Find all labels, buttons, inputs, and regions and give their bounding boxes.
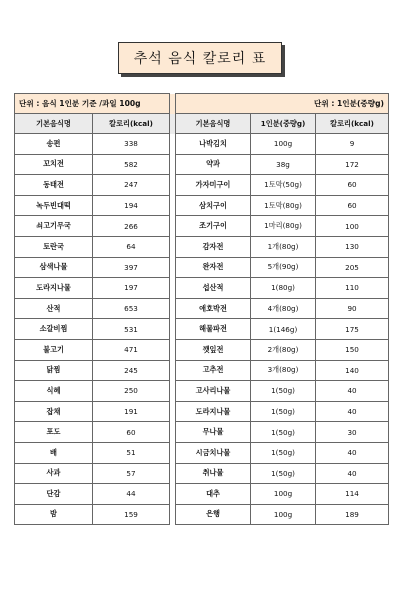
table-row: [15, 442, 389, 463]
table-row: [15, 484, 389, 505]
left-kcal: 194: [93, 195, 170, 216]
left-food-name: 동태전: [15, 175, 93, 196]
right-portion: 5개(90g): [251, 257, 316, 278]
left-kcal: 247: [93, 175, 170, 196]
table-row: [15, 504, 389, 525]
left-kcal: 197: [93, 278, 170, 299]
left-food-name: 산적: [15, 298, 93, 319]
calorie-table: [14, 93, 389, 525]
right-kcal: 40: [316, 401, 389, 422]
right-food-name: 무나물: [176, 422, 251, 443]
right-food-name: 완자전: [176, 257, 251, 278]
right-portion: 38g: [251, 154, 316, 175]
table-row: [15, 401, 389, 422]
header-row: [15, 114, 389, 134]
table-row: [15, 195, 389, 216]
left-kcal: 471: [93, 339, 170, 360]
right-kcal: 130: [316, 236, 389, 257]
left-food-name: 녹두빈대떡: [15, 195, 93, 216]
right-food-name: 시금치나물: [176, 442, 251, 463]
right-food-name: 약과: [176, 154, 251, 175]
left-kcal: 531: [93, 319, 170, 340]
left-food-name: 배: [15, 442, 93, 463]
left-kcal: 245: [93, 360, 170, 381]
header-right-food: 기본음식명: [176, 114, 251, 134]
right-food-name: 가자미구이: [176, 175, 251, 196]
right-portion: 1토막(50g): [251, 175, 316, 196]
left-kcal: 582: [93, 154, 170, 175]
table-row: [15, 236, 389, 257]
right-kcal: 140: [316, 360, 389, 381]
table-row: [15, 339, 389, 360]
right-food-name: 도라지나물: [176, 401, 251, 422]
right-kcal: 110: [316, 278, 389, 299]
right-kcal: 60: [316, 195, 389, 216]
header-left-food: 기본음식명: [15, 114, 93, 134]
right-kcal: 60: [316, 175, 389, 196]
left-food-name: 잡채: [15, 401, 93, 422]
right-portion: 1(50g): [251, 422, 316, 443]
left-kcal: 44: [93, 484, 170, 505]
right-kcal: 9: [316, 134, 389, 155]
unit-row: [15, 94, 389, 114]
right-food-name: 취나물: [176, 463, 251, 484]
left-food-name: 송편: [15, 134, 93, 155]
header-right-kcal: 칼로리(kcal): [316, 114, 389, 134]
right-portion: 1(50g): [251, 401, 316, 422]
page-title: 추석 음식 칼로리 표: [118, 42, 282, 74]
right-food-name: 대추: [176, 484, 251, 505]
left-kcal: 397: [93, 257, 170, 278]
unit-left-label: 단위 : 음식 1인분 기준 /과일 100g: [15, 94, 170, 114]
right-food-name: 삼치구이: [176, 195, 251, 216]
table-row: [15, 154, 389, 175]
left-kcal: 64: [93, 236, 170, 257]
left-food-name: 포도: [15, 422, 93, 443]
left-food-name: 불고기: [15, 339, 93, 360]
right-kcal: 30: [316, 422, 389, 443]
right-portion: 100g: [251, 484, 316, 505]
left-kcal: 57: [93, 463, 170, 484]
right-food-name: 은행: [176, 504, 251, 525]
right-kcal: 205: [316, 257, 389, 278]
table-row: [15, 298, 389, 319]
right-portion: 2개(80g): [251, 339, 316, 360]
right-kcal: 40: [316, 442, 389, 463]
right-portion: 100g: [251, 134, 316, 155]
right-food-name: 해물파전: [176, 319, 251, 340]
right-food-name: 고추전: [176, 360, 251, 381]
header-left-kcal: 칼로리(kcal): [93, 114, 170, 134]
left-kcal: 266: [93, 216, 170, 237]
right-portion: 1(50g): [251, 442, 316, 463]
right-food-name: 나박김치: [176, 134, 251, 155]
unit-right-label: 단위 : 1인분(중량g): [176, 94, 389, 114]
table-row: [15, 463, 389, 484]
right-portion: 1(50g): [251, 381, 316, 402]
right-food-name: 고사리나물: [176, 381, 251, 402]
left-food-name: 토란국: [15, 236, 93, 257]
left-food-name: 사과: [15, 463, 93, 484]
right-kcal: 40: [316, 381, 389, 402]
left-kcal: 338: [93, 134, 170, 155]
left-kcal: 51: [93, 442, 170, 463]
right-portion: 1(50g): [251, 463, 316, 484]
right-food-name: 애호박전: [176, 298, 251, 319]
right-food-name: 조기구이: [176, 216, 251, 237]
header-right-portion: 1인분(중량g): [251, 114, 316, 134]
left-kcal: 60: [93, 422, 170, 443]
right-portion: 1(146g): [251, 319, 316, 340]
table-row: [15, 134, 389, 155]
right-portion: 1(80g): [251, 278, 316, 299]
left-kcal: 191: [93, 401, 170, 422]
left-food-name: 삼색나물: [15, 257, 93, 278]
table-row: [15, 360, 389, 381]
right-kcal: 189: [316, 504, 389, 525]
right-food-name: 깻잎전: [176, 339, 251, 360]
left-kcal: 653: [93, 298, 170, 319]
table-row: [15, 175, 389, 196]
right-kcal: 150: [316, 339, 389, 360]
left-food-name: 밤: [15, 504, 93, 525]
right-portion: 100g: [251, 504, 316, 525]
right-portion: 3개(80g): [251, 360, 316, 381]
table-row: [15, 422, 389, 443]
right-kcal: 114: [316, 484, 389, 505]
left-food-name: 소갈비찜: [15, 319, 93, 340]
right-portion: 4개(80g): [251, 298, 316, 319]
left-kcal: 159: [93, 504, 170, 525]
table-row: [15, 381, 389, 402]
right-kcal: 172: [316, 154, 389, 175]
right-kcal: 90: [316, 298, 389, 319]
left-food-name: 식혜: [15, 381, 93, 402]
left-food-name: 꼬치전: [15, 154, 93, 175]
left-food-name: 닭찜: [15, 360, 93, 381]
right-portion: 1마리(80g): [251, 216, 316, 237]
left-kcal: 250: [93, 381, 170, 402]
right-portion: 1개(80g): [251, 236, 316, 257]
left-food-name: 쇠고기무국: [15, 216, 93, 237]
left-food-name: 도라지나물: [15, 278, 93, 299]
right-kcal: 175: [316, 319, 389, 340]
table-row: [15, 257, 389, 278]
right-kcal: 40: [316, 463, 389, 484]
right-food-name: 섭산적: [176, 278, 251, 299]
table-row: [15, 278, 389, 299]
table-row: [15, 216, 389, 237]
right-food-name: 감자전: [176, 236, 251, 257]
right-portion: 1토막(80g): [251, 195, 316, 216]
table-row: [15, 319, 389, 340]
right-kcal: 100: [316, 216, 389, 237]
left-food-name: 단감: [15, 484, 93, 505]
